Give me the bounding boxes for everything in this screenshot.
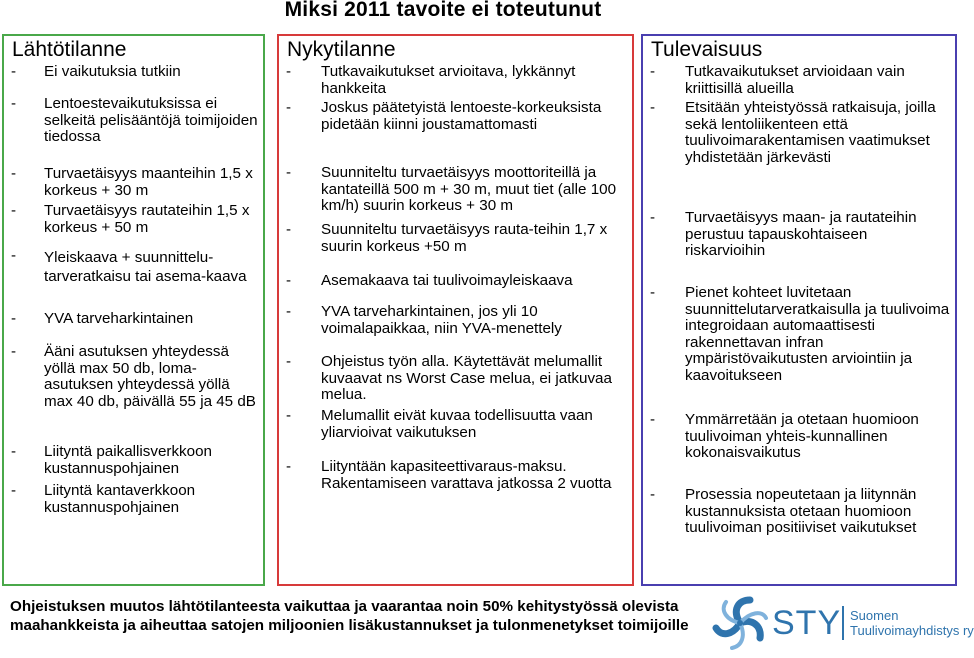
list-item: - Ei vaikutuksia tutkiin xyxy=(11,63,181,80)
list-item: - YVA tarveharkintainen, jos yli 10 voimalapaikkaa, niin YVA-menettely xyxy=(286,303,562,337)
list-item: - YVA tarveharkintainen xyxy=(11,310,194,327)
list-item: - Suunniteltu turvaetäisyys rauta-teihin 1,7 x suurin korkeus +50 m xyxy=(286,221,608,255)
list-item: - Ohjeistus työn alla. Käytettävät melumallit kuvaavat ns Worst Case melua, ei jatkuvaa melua. xyxy=(286,353,612,404)
list-item: - Liityntä kantaverkkoon kustannuspohjainen xyxy=(11,482,196,516)
column-heading: Nykytilanne xyxy=(287,38,396,61)
list-item: - Prosessia nopeutetaan ja liitynnän kustannuksista otetaan huomioon tuulivoiman positiiviset vaikutukset xyxy=(650,486,917,537)
list-item: - Tutkavaikutukset arvioitava, lykkännyt hankkeita xyxy=(286,63,576,97)
column-nykytilanne xyxy=(277,34,634,586)
list-item: - Turvaetäisyys rautateihin 1,5 x korkeus + 50 m xyxy=(11,202,250,236)
wind-swirl-icon xyxy=(712,596,768,650)
sty-logo xyxy=(712,594,974,652)
list-item: - Asemakaava tai tuulivoimayleiskaava xyxy=(286,272,573,289)
slide-title: Miksi 2011 tavoite ei toteutunut xyxy=(284,0,602,21)
list-item: - Lentoestevaikutuksissa ei selkeitä pelisääntöjä toimijoiden tiedossa xyxy=(11,95,258,146)
list-item: - Liityntään kapasiteettivaraus-maksu. Rakentamiseen varattava jatkossa 2 vuotta xyxy=(286,458,612,492)
column-lahtotilanne xyxy=(2,34,265,586)
logo-abbreviation: STY xyxy=(772,604,842,642)
list-item: - Yleiskaava + suunnittelu-tarveratkaisu tai asema-kaava xyxy=(11,247,247,285)
list-item: - Melumallit eivät kuvaa todellisuutta vaan yliarvioivat vaikutuksen xyxy=(286,407,593,441)
list-item: - Joskus päätetyistä lentoeste-korkeuksista pidetään kiinni joustamattomasti xyxy=(286,99,602,133)
list-item: - Ymmärretään ja otetaan huomioon tuulivoiman yhteis-kunnallinen kokonaisvaikutus xyxy=(650,411,919,462)
list-item: - Suunniteltu turvaetäisyys moottoriteillä ja kantateillä 500 m + 30 m, muut tiet (alle 100 km/h) suurin korkeus + 30 m xyxy=(286,164,617,215)
logo-name-line1: Suomen xyxy=(850,608,899,623)
list-item: - Etsitään yhteistyössä ratkaisuja, joilla sekä lentoliikenteen että tuulivoimarakentamisen vaatimukset yhdistetään järkevästi xyxy=(650,99,936,166)
logo-name-line2: Tuulivoimayhdistys ry xyxy=(850,623,974,638)
list-item: - Turvaetäisyys maan- ja rautateihin perustuu tapauskohtaiseen riskarvioihin xyxy=(650,209,917,260)
logo-divider xyxy=(842,606,844,640)
column-heading: Lähtötilanne xyxy=(12,38,127,61)
list-item: - Liityntä paikallisverkkoon kustannuspohjainen xyxy=(11,443,212,477)
column-tulevaisuus xyxy=(641,34,957,586)
footer-statement: Ohjeistuksen muutos lähtötilanteesta vaikuttaa ja vaarantaa noin 50% kehitystyössä olevista maahankkeista ja aiheuttaa satojen miljoonien lisäkustannukset ja tulonmenetykset toimijoille xyxy=(10,598,689,634)
list-item: - Pienet kohteet luvitetaan suunnittelutarveratkaisulla ja tuulivoima integroidaan automaattisesti rakennettavan infran ympäristövaikutusten arviointiin ja kaavoitukseen xyxy=(650,284,950,384)
list-item: - Tutkavaikutukset arvioidaan vain kriittisillä alueilla xyxy=(650,63,905,97)
column-heading: Tulevaisuus xyxy=(651,38,763,61)
list-item: - Turvaetäisyys maanteihin 1,5 x korkeus + 30 m xyxy=(11,165,253,199)
list-item: - Ääni asutuksen yhteydessä yöllä max 50 db, loma-asutuksen yhteydessä yöllä max 40 db, päivällä 55 ja 45 dB xyxy=(11,343,256,410)
